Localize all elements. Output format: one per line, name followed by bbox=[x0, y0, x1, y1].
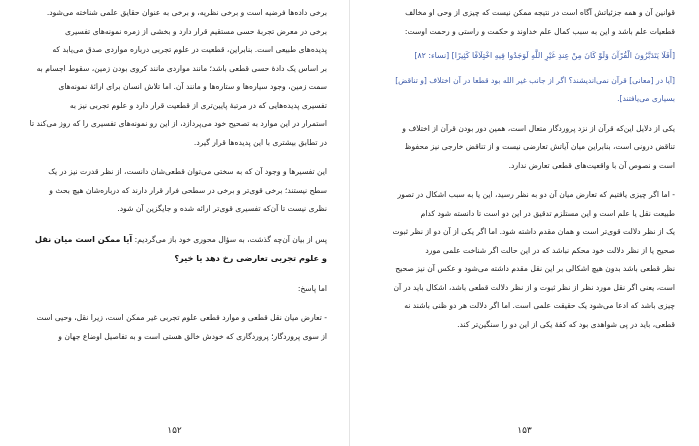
bold-question-cont: و علوم تجربی تعارضی رخ دهد یا خیر؟ bbox=[174, 253, 327, 263]
verse-translation: [آیا در [معانی] قرآن نمی‌اندیشند؟ اگر از جانب غیر الله بود قطعا در آن اختلاف [و تناقض] بسیاری می‌یافتند]. bbox=[395, 75, 675, 103]
paragraph: اما پاسخ: bbox=[297, 283, 327, 293]
paragraph: برخی داده‌ها فرضیه است و برخی نظریه، و برخی به عنوان حقایق علمی شناخته می‌شود. برخی در معرض تجربهٔ حسی مستقیم قرار دارد و بخشی از زمره نمونه‌های تفسیری پدیده‌های طبیعی است. بنابراین، قطعیت در علوم تجربی درباره مواردی صدق می‌یابد که بر اساس یک دادهٔ حسی قطعی باشد؛ مانند مواردی مانند کروی بودن زمین، سقوط اجسام به سمت زمین، وجود سیاره‌ها و ستاره‌ها و مانند آن. اما تلاش انسان برای ارائهٔ نمونه‌های تفسیری پدیده‌هایی که در مرتبهٔ پایین‌تری از قطعیت قرار دارد و علوم تجربی نیز به استمرار در این موارد به تصحیح خود می‌پردازد، از این رو نمونه‌های تفسیری را که روز می‌کند تا در تطابق بیشتری با این پدیده‌ها قرار گیرد. bbox=[29, 8, 327, 147]
page-number: ۱۵۳ bbox=[517, 426, 532, 436]
paragraph: - تعارض میان نقل قطعی و موارد قطعی علوم تجربی غیر ممکن است، زیرا نقل، وحیی است از سوی پروردگار؛ پروردگاری که خودش خالق هستی است و به تفاصیل اوضاع جهان و bbox=[36, 313, 327, 341]
page-152 bbox=[0, 0, 349, 446]
paragraph: قوانین آن و همه جزئیاتش آگاه است در نتیجه ممکن نیست که چیزی از وحی او مخالف قطعیات علم باشد و این به سبب کمال علم خداوند و حکمت و راستی و رحمت اوست: bbox=[404, 8, 675, 36]
paragraph: این تفسیرها و وجود آن که به سختی می‌توان قطعی‌شان دانست، از نظر قدرت نیز در یک سطح نیستند؛ برخی قوی‌تر و برخی در سطحی فرار قرار دارند که دربار‌ه‌شان هیچ بحث و نظری نیست تا آن‌که تفسیری قوی‌تر ارائه شده و جایگزین آن شود. bbox=[48, 167, 327, 213]
paragraph: یکی از دلایل این‌که قرآن از نزد پروردگار متعال است، همین دور بودن قرآن از اختلاف و تناقض درونی است، بنابراین میان آیاتش تعارضی نیست و از تناقض خارجی نیز محفوظ است و نصوص آن با واقعیت‌های قطعی تعارض ندارد. bbox=[402, 123, 675, 170]
paragraph: - اما اگر چیزی یافتیم که تعارض میان آن دو به نظر رسید، این یا به سبب اشکال در تصور طبیعت نقل یا علم است و این مستلزم تدقیق در این دو است تا دانسته شود کدام یک از نظر دلالت قوی‌تر است و همان مقدم داشته شود. اما اگر یکی از آن دو از نظر ثبوت صحیح یا از نظر دلالت خود محکم نباشد که در این حالت اگر شناخت علمی مورد نظر قطعی باشد بدون هیچ اشکالی بر این نقل مقدم داشته می‌شود و عکس آن نیز صحیح است، یعنی اگر نقل مورد نظر از نظر ثبوت و از نظر دلالت قطعی باشد، اشکال باید در آن چیزی باشد که ادعا می‌شود یک حقیقت علمی است. اما اگر دلالت هر دو ظنی باشند نه قطعی، باید در پی شواهدی بود که کفهٔ یکی از این دو را سنگین‌تر کند. bbox=[392, 190, 675, 329]
quran-verse: [أَفَلَا يَتَدَبَّرُونَ الْقُرْآنَ وَلَوْ كَانَ مِنْ عِندِ غَيْرِ اللَّهِ لَوَجَدُوا فِيهِ اخْتِلَافًا كَثِيرًا] [نساء: ۸۲] bbox=[414, 51, 675, 60]
paragraph-question: پس از بیان آن‌چه گذشت، به سؤال محوری خود باز می‌گردیم: آیا ممکن است میان نقل و علوم تجربی تعارضی رخ دهد یا خیر؟ bbox=[34, 233, 327, 263]
bold-question: آیا ممکن است میان نقل bbox=[34, 233, 133, 244]
page-153 bbox=[350, 0, 699, 446]
page-number: ۱۵۲ bbox=[167, 426, 182, 436]
